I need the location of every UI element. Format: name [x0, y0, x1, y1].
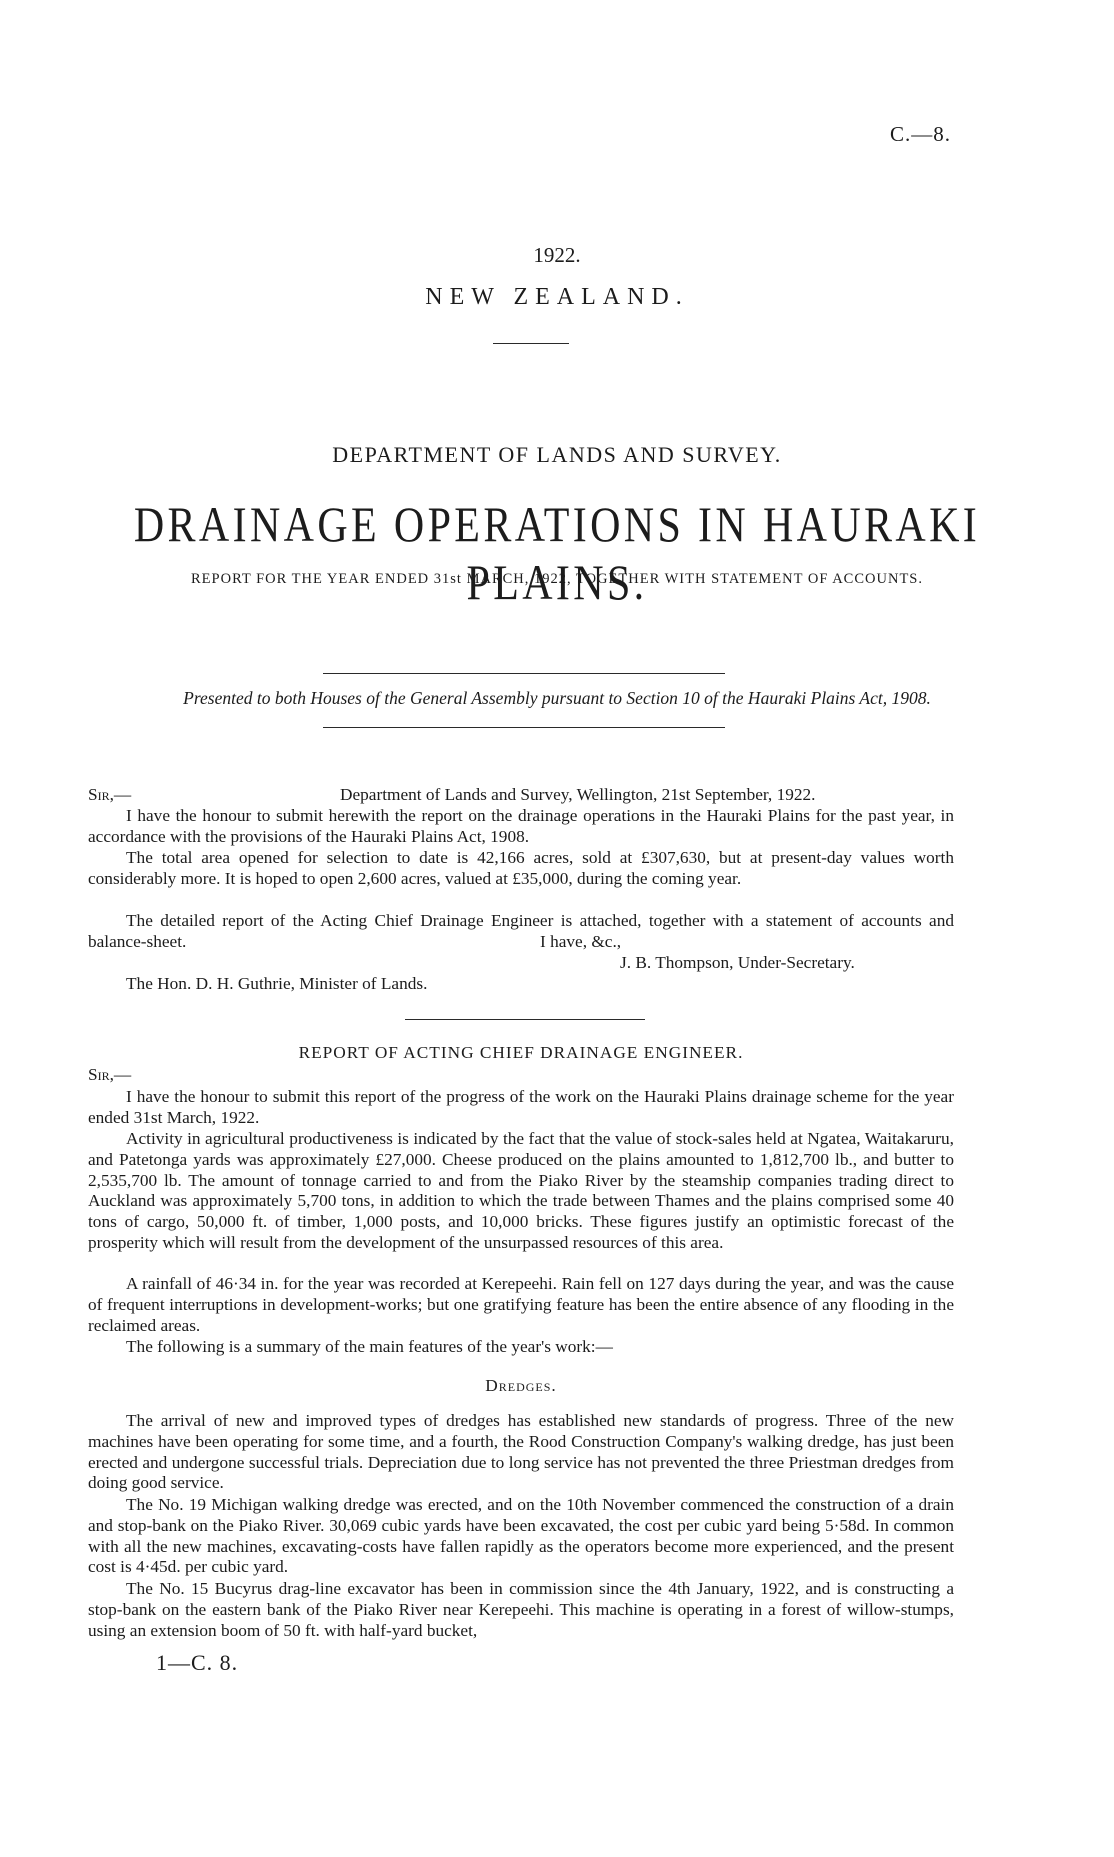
presentation-note: Presented to both Houses of the General Assembly pursuant to Section 10 of the Hauraki Plains Act, 1908.: [183, 688, 931, 708]
letter-address: Department of Lands and Survey, Wellington, 21st September, 1922.: [340, 785, 816, 804]
divider: [405, 1019, 645, 1020]
divider: [493, 343, 569, 344]
letter-paragraph: I have the honour to submit herewith the report on the drainage operations in the Hauraki Plains for the past year, in accordance with the provisions of the Hauraki Plains Act, 1908.: [88, 806, 954, 846]
report-heading: REPORT OF ACTING CHIEF DRAINAGE ENGINEER.: [298, 1043, 744, 1062]
report-salutation: Sir,—: [88, 1065, 132, 1084]
sheet-signature-mark: 1—C. 8.: [156, 1650, 239, 1675]
dredges-heading: Dredges.: [485, 1376, 557, 1395]
document-subtitle: REPORT FOR THE YEAR ENDED 31st MARCH, 1922, TOGETHER WITH STATEMENT OF ACCOUNTS.: [191, 571, 923, 587]
department-heading: DEPARTMENT OF LANDS AND SURVEY.: [332, 442, 782, 467]
country-heading: NEW ZEALAND.: [425, 284, 689, 310]
dredges-paragraph: The No. 19 Michigan walking dredge was erected, and on the 10th November commenced the construction of a drain and stop-bank on the Piako River. 30,069 cubic yards have been excavated, the cost per cubic yard being 5·58d. In common with all the new machines, excavating-costs have fallen rapidly as the operators become more experienced, and the present cost is 4·45d. per cubic yard.: [88, 1495, 954, 1577]
document-year: 1922.: [533, 243, 581, 267]
letter-signature: J. B. Thompson, Under-Secretary.: [620, 953, 855, 972]
report-paragraph: The following is a summary of the main features of the year's work:—: [126, 1337, 613, 1356]
report-paragraph: Activity in agricultural productiveness is indicated by the fact that the value of stock-sales held at Ngatea, Waitakaruru, and Patetonga yards was approximately £27,000. Cheese produced on the plains amounted to 1,812,700 lb., and butter to 2,535,700 lb. The amount of tonnage carried to and from the Piako River by the steamship companies trading direct to Auckland was approximately 5,700 tons, in addition to which the trade between Thames and the plains comprised some 40 tons of cargo, 50,000 ft. of timber, 1,000 posts, and 10,000 bricks. These figures justify an optimistic forecast of the prosperity which will result from the development of the unsurpassed resources of this area.: [88, 1129, 954, 1252]
document-title: DRAINAGE OPERATIONS IN HAURAKI PLAINS.: [133, 496, 981, 610]
report-paragraph: I have the honour to submit this report of the progress of the work on the Hauraki Plains drainage scheme for the year ended 31st March, 1922.: [88, 1087, 954, 1127]
paper-reference: C.—8.: [890, 122, 952, 146]
letter-closing: I have, &c.,: [540, 932, 622, 951]
report-paragraph: A rainfall of 46·34 in. for the year was recorded at Kerepeehi. Rain fell on 127 days during the year, and was the cause of frequent interruptions in development-works; but one gratifying feature has been the entire absence of any flooding in the reclaimed areas.: [88, 1274, 954, 1335]
divider: [323, 673, 725, 674]
letter-salutation: Sir,—: [88, 785, 132, 804]
divider: [323, 727, 725, 728]
letter-paragraph: The detailed report of the Acting Chief Drainage Engineer is attached, together with a statement of accounts and balance-sheet.: [88, 911, 954, 951]
dredges-paragraph: The arrival of new and improved types of dredges has established new standards of progress. Three of the new machines have been operating for some time, and a fourth, the Rood Construction Company's walking dredge, has just been erected and undergone successful trials. Depreciation due to long service has not prevented the three Priestman dredges from doing good service.: [88, 1411, 954, 1493]
letter-addressee: The Hon. D. H. Guthrie, Minister of Lands.: [126, 974, 428, 993]
letter-paragraph: The total area opened for selection to date is 42,166 acres, sold at £307,630, but at present-day values worth considerably more. It is hoped to open 2,600 acres, valued at £35,000, during the coming year.: [88, 848, 954, 888]
dredges-paragraph: The No. 15 Bucyrus drag-line excavator has been in commission since the 4th January, 1922, and is constructing a stop-bank on the eastern bank of the Piako River near Kerepeehi. This machine is operating in a forest of willow-stumps, using an extension boom of 50 ft. with half-yard bucket,: [88, 1579, 954, 1640]
